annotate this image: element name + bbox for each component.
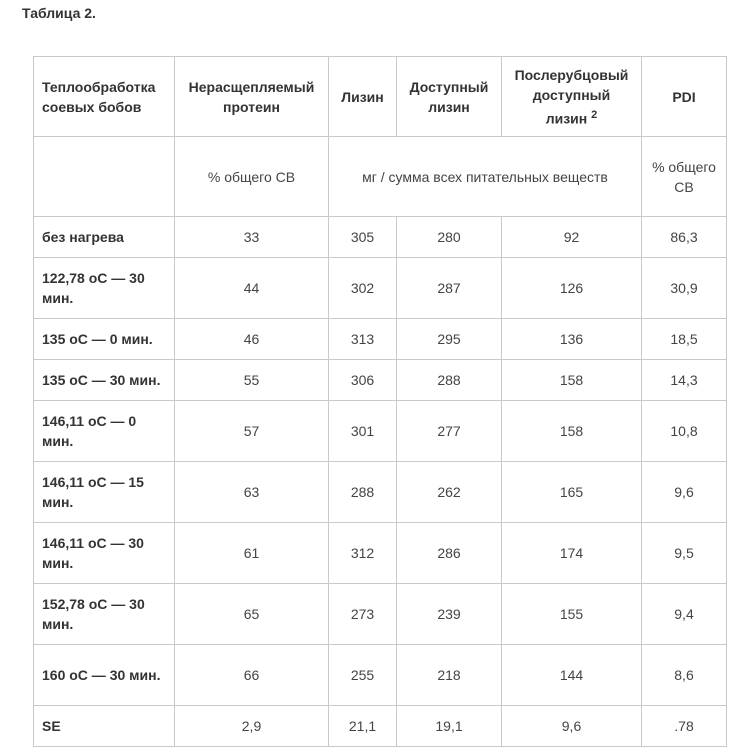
table-cell: 21,1: [329, 706, 397, 747]
header-cell: [502, 57, 642, 137]
header-cell: PDI: [642, 57, 727, 137]
table-cell: 65: [175, 584, 329, 645]
table-row: [34, 319, 727, 360]
table-cell: 86,3: [642, 217, 727, 258]
table-cell: 255: [329, 645, 397, 706]
table-cell: 19,1: [397, 706, 502, 747]
table-cell: 301: [329, 401, 397, 462]
table-cell: 57: [175, 401, 329, 462]
table-cell: .78: [642, 706, 727, 747]
table-cell: 9,5: [642, 523, 727, 584]
data-table: [33, 56, 727, 747]
table-row: [34, 217, 727, 258]
table-row: [34, 645, 727, 706]
table-cell: 10,8: [642, 401, 727, 462]
table-cell: 313: [329, 319, 397, 360]
table-cell: 92: [502, 217, 642, 258]
row-label: 146,11 оС — 15 мин.: [34, 462, 175, 523]
table-row: [34, 360, 727, 401]
table-cell: 306: [329, 360, 397, 401]
row-label: 152,78 оС — 30 мин.: [34, 584, 175, 645]
table-cell: 63: [175, 462, 329, 523]
table-cell: 239: [397, 584, 502, 645]
row-label: 135 оС — 30 мин.: [34, 360, 175, 401]
table-cell: 295: [397, 319, 502, 360]
units-cell: [34, 137, 175, 217]
table-cell: 136: [502, 319, 642, 360]
table-cell: 165: [502, 462, 642, 523]
row-label: 122,78 оС — 30 мин.: [34, 258, 175, 319]
table-cell: 144: [502, 645, 642, 706]
table-cell: 312: [329, 523, 397, 584]
table-cell: 9,4: [642, 584, 727, 645]
row-label: 146,11 оС — 0 мин.: [34, 401, 175, 462]
table-cell: 33: [175, 217, 329, 258]
table-cell: 9,6: [502, 706, 642, 747]
table-row: [34, 584, 727, 645]
row-label: без нагрева: [34, 217, 175, 258]
table-cell: 61: [175, 523, 329, 584]
table-cell: 46: [175, 319, 329, 360]
table-cell: 14,3: [642, 360, 727, 401]
table-cell: 9,6: [642, 462, 727, 523]
units-cell: % общего СВ: [175, 137, 329, 217]
row-label: SE: [34, 706, 175, 747]
table-cell: 158: [502, 401, 642, 462]
table-row: [34, 462, 727, 523]
table-cell: 55: [175, 360, 329, 401]
table-caption: Таблица 2.: [22, 5, 96, 21]
table-cell: 8,6: [642, 645, 727, 706]
header-text: Послерубцовый доступный лизин: [514, 66, 629, 127]
header-row: [34, 57, 727, 137]
table-cell: 158: [502, 360, 642, 401]
row-label: 146,11 оС — 30 мин.: [34, 523, 175, 584]
footnote-marker: 2: [591, 108, 598, 121]
table-cell: 218: [397, 645, 502, 706]
table-cell: 44: [175, 258, 329, 319]
table-cell: 305: [329, 217, 397, 258]
table-cell: 126: [502, 258, 642, 319]
header-cell: Теплообработка соевых бобов: [34, 57, 175, 137]
table-row: [34, 523, 727, 584]
row-label: 160 оС — 30 мин.: [34, 645, 175, 706]
table-cell: 287: [397, 258, 502, 319]
table-row: [34, 401, 727, 462]
table-body: [34, 217, 727, 747]
table-cell: 288: [397, 360, 502, 401]
table-cell: 66: [175, 645, 329, 706]
units-cell: % общего СВ: [642, 137, 727, 217]
table-cell: 18,5: [642, 319, 727, 360]
table-cell: 2,9: [175, 706, 329, 747]
header-cell: Доступный лизин: [397, 57, 502, 137]
table-cell: 286: [397, 523, 502, 584]
row-label: 135 оС — 0 мин.: [34, 319, 175, 360]
table-row: [34, 706, 727, 747]
table-cell: 288: [329, 462, 397, 523]
table-cell: 262: [397, 462, 502, 523]
table-cell: 277: [397, 401, 502, 462]
table-cell: 280: [397, 217, 502, 258]
table-cell: 302: [329, 258, 397, 319]
table-cell: 273: [329, 584, 397, 645]
table-cell: 174: [502, 523, 642, 584]
units-cell: мг / сумма всех питательных веществ: [329, 137, 642, 217]
header-cell: Нерасщепляемый протеин: [175, 57, 329, 137]
table-cell: 155: [502, 584, 642, 645]
table-cell: 30,9: [642, 258, 727, 319]
header-cell: Лизин: [329, 57, 397, 137]
units-row: [34, 137, 727, 217]
table-row: [34, 258, 727, 319]
